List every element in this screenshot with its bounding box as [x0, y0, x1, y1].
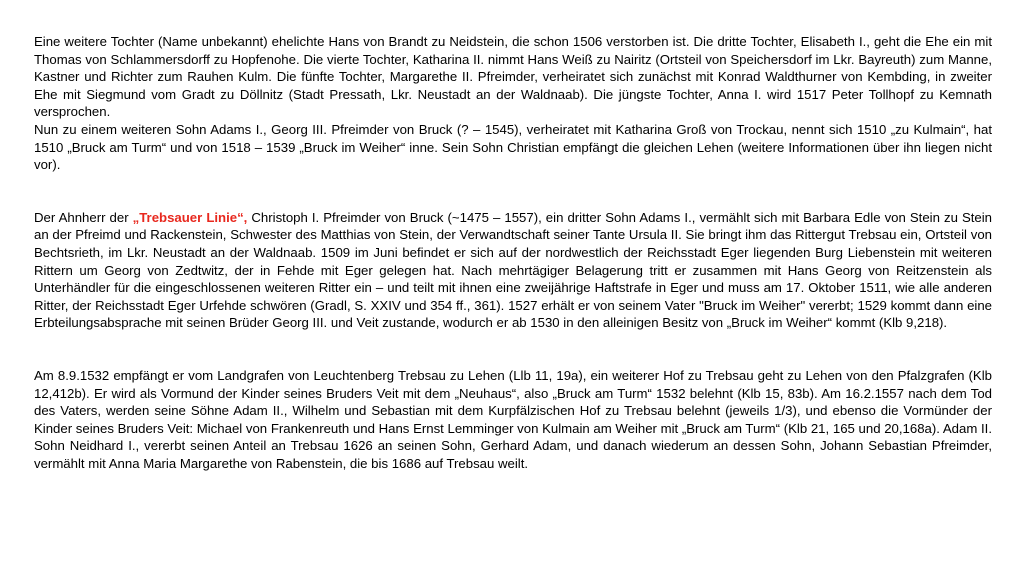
text-block-daughters	[34, 33, 992, 174]
paragraph-intro: Der Ahnherr der	[34, 209, 133, 225]
trebsauer-linie-highlight: „Trebsauer Linie“,	[132, 209, 248, 225]
paragraph-georg: Nun zu einem weiteren Sohn Adams I., Georg III. Pfreimder von Bruck (? – 1545), verheiratet mit Katharina Groß von Trockau, nennt sich 1510 „zu Kulmain“, hat 1510 „Bruck am Turm“ und von 1518 – 1539 „Bruck im Weiher“ inne. Sein Sohn Christian empfängt die gleichen Lehen (weitere Informationen über ihn liegen nicht vor).	[34, 121, 992, 173]
paragraph-spacer	[34, 174, 992, 209]
paragraph-lehen: Am 8.9.1532 empfängt er vom Landgrafen von Leuchtenberg Trebsau zu Lehen (Llb 11, 19a), ein weiterer Hof zu Trebsau geht zu Lehen von den Pfalzgrafen (Klb 12,412b). Er wird als Vormund der Kinder seines Bruders Veit mit dem „Neuhaus“, also „Bruck am Turm“ 1532 belehnt (Klb 15, 83b). Am 16.2.1557 nach dem Tod des Vaters, werden seine Söhne Adam II., Wilhelm und Sebastian mit dem Kurpfälzischen Hof zu Trebsau belehnt (jeweils 1/3), und ebenso die Vormünder der Kinder seines Bruders Veit: Michael von Frankenreuth und Hans Ernst Lemminger von Kulmain am Weiher mit „Bruck am Turm“ (Klb 21, 165 und 20,168a). Adam II. Sohn Neidhard I., vererbt seinen Anteil an Trebsau 1626 an seinen Sohn, Gerhard Adam, und danach wiederum an dessen Sohn, Johann Sebastian Pfreimder, vermählt mit Anna Maria Margarethe von Rabenstein, die bis 1686 auf Trebsau weilt.	[34, 367, 992, 471]
paragraph-daughters: Eine weitere Tochter (Name unbekannt) ehelichte Hans von Brandt zu Neidstein, die schon 1506 verstorben ist. Die dritte Tochter, Elisabeth I., geht die Ehe ein mit Thomas von Schlammersdorff zu Hopfenohe. Die vierte Tochter, Katharina II. nimmt Hans Weiß zu Nairitz (Ortsteil von Speichersdorf im Lkr. Bayreuth) zum Manne, Kastner und Richter zum Rauhen Kulm. Die fünfte Tochter, Margarethe II. Pfreimder, verheiratet sich zunächst mit Konrad Waldthurner von Kembding, in zweiter Ehe mit Siegmund vom Gradt zu Döllnitz (Stadt Pressath, Lkr. Neustadt an der Waldnaab). Die jüngste Tochter, Anna I. wird 1517 Peter Tollhopf zu Kemnath versprochen.	[34, 34, 992, 120]
paragraph-spacer	[34, 332, 992, 367]
paragraph-body: Christoph I. Pfreimder von Bruck (~1475 – 1557), ein dritter Sohn Adams I., vermählt sich mit Barbara Edle von Stein zu Stein an der Pfreimd und Rackenstein, Schwester des Matthias von Stein, der Verwandtschaft seiner Tante Ursula II. Sie bringt ihm das Rittergut Trebsau ein, Ortsteil von Bechtsrieth, im Lkr. Neustadt an der Waldnaab. 1509 im Juni befindet er sich auf der nordwestlich der Reichsstadt Eger liegenden Burg Liebenstein mit weiteren Rittern um Georg von Zedtwitz, der in Fehde mit Eger gelegen hat. Nach mehrtägiger Belagerung tritt er zusammen mit Hans Georg von Reitzenstein als Unterhändler für die eingeschlossenen weiteren Ritter ein – und teilt mit ihnen eine zweijährige Haftstrafe in Eger und muss am 17. Oktober 1511, wie alle anderen Ritter, der Reichsstadt Eger Urfehde schwören (Gradl, S. XXIV und 354 ff., 361). 1527 erhält er von seinem Vater "Bruck im Weiher" vererbt; 1529 kommt dann eine Erbteilungsabsprache mit seinen Brüder Georg III. und Veit zustande, wodurch er ab 1530 in den alleinigen Besitz von „Bruck im Weiher“ kommt (Klb 9,218).	[34, 209, 993, 331]
paragraph-trebsauer-linie	[34, 209, 992, 332]
document-page	[34, 33, 992, 472]
